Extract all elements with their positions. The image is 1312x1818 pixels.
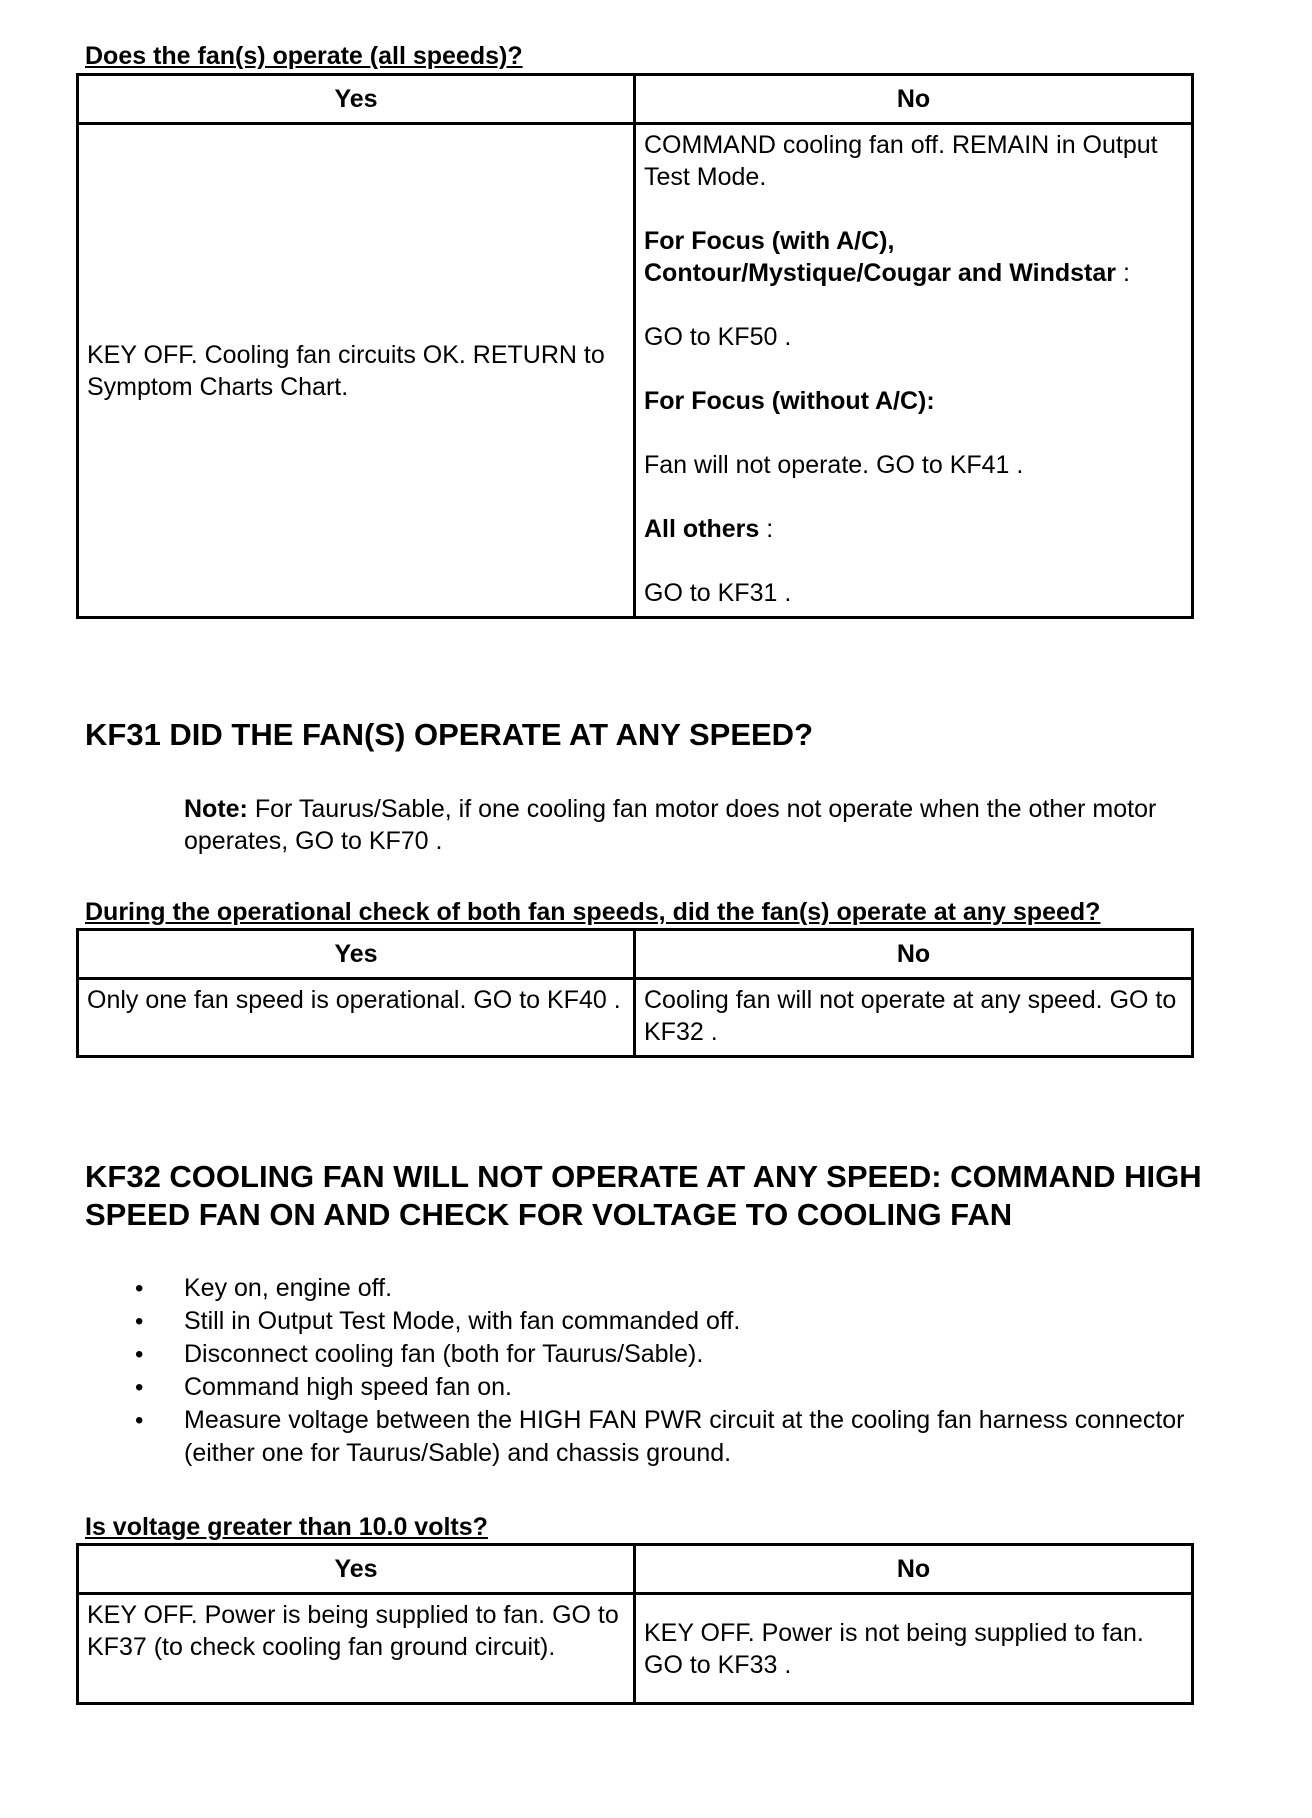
no-paragraph <box>644 385 1183 417</box>
no-cell: KEY OFF. Power is not being supplied to fan. GO to KF33 . <box>635 1594 1193 1704</box>
yes-header: Yes <box>78 1545 635 1594</box>
step-item: • Key on, engine off. <box>85 1272 1185 1305</box>
no-cell <box>635 124 1193 618</box>
all-others-label: All others <box>644 515 760 543</box>
bullet: • <box>135 1407 144 1434</box>
no-header: No <box>635 930 1193 979</box>
no-paragraph: For Focus (with A/C), Contour/Mystique/Cougar and Windstar : <box>644 227 1130 287</box>
no-paragraph: Fan will not operate. GO to KF41 . <box>644 451 1024 479</box>
kf32-heading: KF32 COOLING FAN WILL NOT OPERATE AT ANY SPEED: COMMAND HIGH SPEED FAN ON AND CHECK FOR VOLTAGE TO COOLING FAN <box>85 1159 1202 1232</box>
bullet: • <box>135 1374 144 1401</box>
yes-header: Yes <box>78 75 635 124</box>
no-paragraph: GO to KF31 . <box>644 579 792 607</box>
step-item: • Measure voltage between the HIGH FAN PWR circuit at the cooling fan harness connector (either one for Taurus/Sable) and chassis ground. <box>135 1406 1185 1467</box>
no-header: No <box>635 75 1193 124</box>
kf31-question: During the operational check of both fan speeds, did the fan(s) operate at any speed? <box>85 898 1101 926</box>
no-paragraph: GO to KF50 . <box>644 323 792 351</box>
bullet: • <box>135 1275 144 1302</box>
yes-header: Yes <box>78 930 635 979</box>
focus-ac-label: For Focus (with A/C), Contour/Mystique/Cougar and Windstar <box>644 227 1116 287</box>
note-label: Note: <box>184 795 248 823</box>
no-cell: Cooling fan will not operate at any speed. GO to KF32 . <box>635 979 1193 1057</box>
yes-cell: Only one fan speed is operational. GO to KF40 . <box>78 979 635 1057</box>
kf31-note <box>184 793 1264 857</box>
kf32-steps <box>85 1272 1185 1470</box>
no-paragraph: All others : <box>644 515 774 543</box>
yes-text: KEY OFF. Cooling fan circuits OK. RETURN to Symptom Charts Chart. <box>87 340 605 401</box>
focus-no-ac-label: For Focus (without A/C): <box>644 387 935 415</box>
note-text: For Taurus/Sable, if one cooling fan motor does not operate when the other motor operates, GO to KF70 . <box>184 795 1157 855</box>
step-item: • Command high speed fan on. <box>85 1371 1185 1404</box>
bullet: • <box>135 1341 144 1368</box>
step-item: • Still in Output Test Mode, with fan commanded off. <box>85 1305 1185 1338</box>
kf31-table <box>76 928 1194 1058</box>
no-paragraph: COMMAND cooling fan off. REMAIN in Output Test Mode. <box>644 131 1158 191</box>
kf32-question: Is voltage greater than 10.0 volts? <box>85 1513 488 1541</box>
kf32-table <box>76 1543 1194 1705</box>
yes-cell <box>78 124 635 618</box>
question-fans-operate: Does the fan(s) operate (all speeds)? <box>85 42 523 70</box>
bullet: • <box>135 1308 144 1335</box>
kf31-heading: KF31 DID THE FAN(S) OPERATE AT ANY SPEED? <box>85 717 814 752</box>
fans-operate-table <box>76 73 1194 619</box>
yes-cell: KEY OFF. Power is being supplied to fan. GO to KF37 (to check cooling fan ground circuit). <box>78 1594 635 1704</box>
no-header: No <box>635 1545 1193 1594</box>
step-item: • Disconnect cooling fan (both for Taurus/Sable). <box>85 1338 1185 1371</box>
